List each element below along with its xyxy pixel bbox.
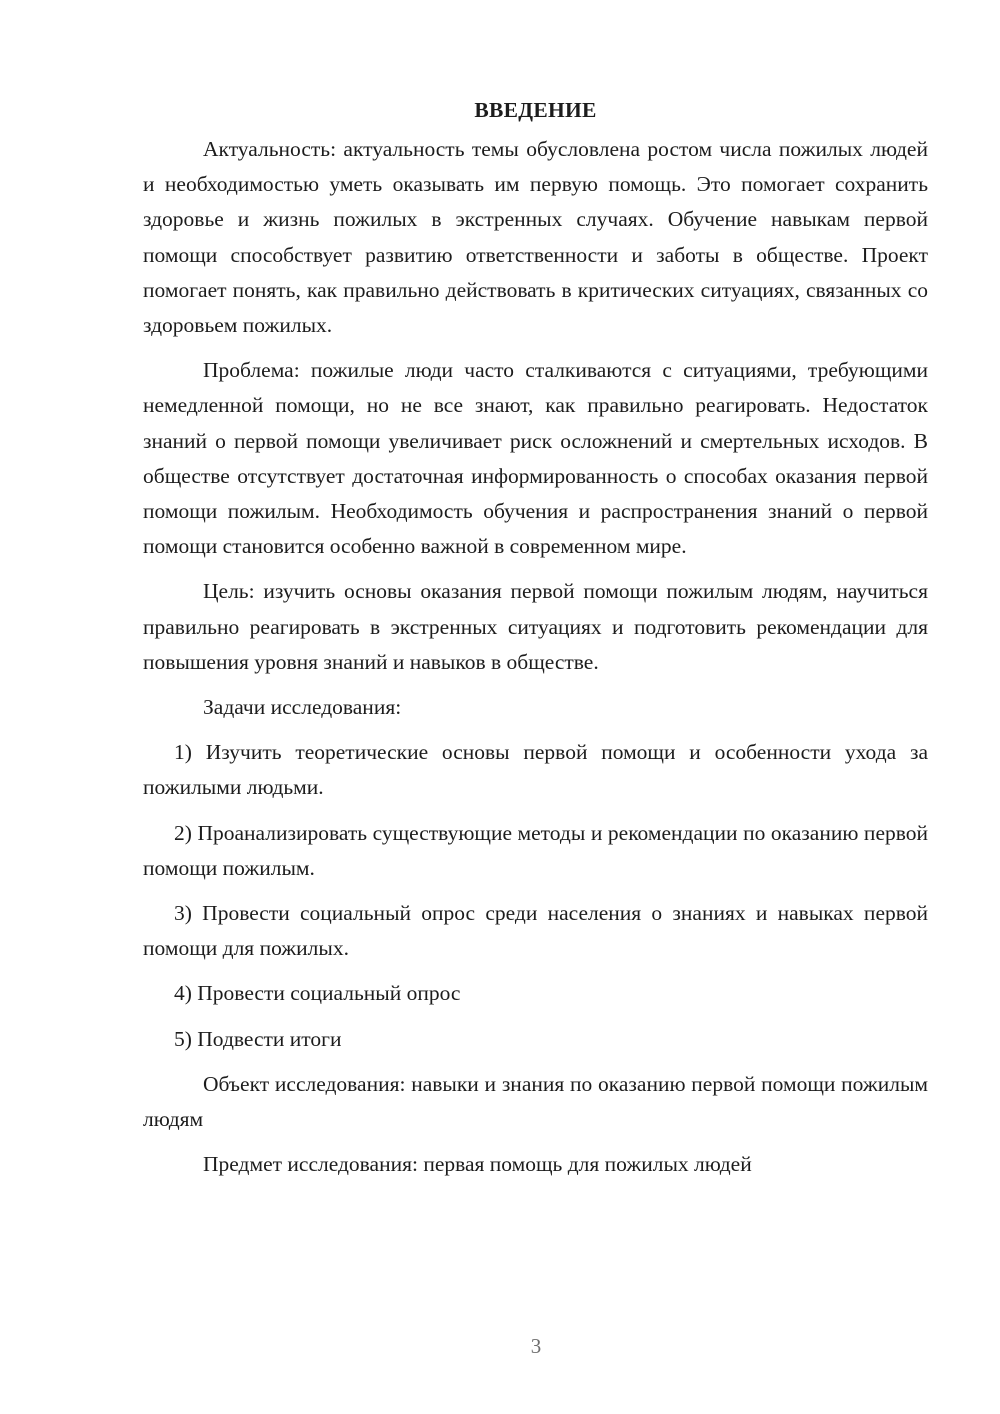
task-item: 4) Провести социальный опрос (174, 981, 461, 1006)
page-body (143, 95, 928, 1182)
task-item: 3) Провести социальный опрос среди населения о знаниях и навыках первой помощи для пожилых. (143, 901, 928, 961)
problem-paragraph: Проблема: пожилые люди часто сталкиваются с ситуациями, требующими немедленной помощи, но не все знают, как правильно реагировать. Недостаток знаний о первой помощи увеличивает риск осложнений и смертельных исходов. В обществе отсутствует достаточная информированность о способах оказания первой помощи пожилым. Необходимость обучения и распространения знаний о первой помощи становится особенно важной в современном мире. (143, 358, 928, 559)
task-item: 2) Проанализировать существующие методы и рекомендации по оказанию первой помощи пожилым. (143, 820, 928, 880)
section-heading: ВВЕДЕНИЕ (474, 98, 597, 122)
relevance-paragraph: Актуальность: актуальность темы обусловлена ростом числа пожилых людей и необходимостью уметь оказывать им первую помощь. Это помогает сохранить здоровье и жизнь пожилых в экстренных случаях. Обучение навыкам первой помощи способствует развитию ответственности и заботы в обществе. Проект помогает понять, как правильно действовать в критических ситуациях, связанных со здоровьем пожилых. (143, 137, 928, 338)
tasks-list (143, 735, 928, 1057)
page-number: 3 (530, 1334, 542, 1358)
tasks-title: Задачи исследования: (203, 695, 402, 720)
goal-paragraph: Цель: изучить основы оказания первой помощи пожилым людям, научиться правильно реагировать в экстренных ситуациях и подготовить рекомендации для повышения уровня знаний и навыков в обществе. (143, 579, 928, 674)
subject-paragraph: Предмет исследования: первая помощь для пожилых людей (203, 1152, 752, 1177)
task-item: 1) Изучить теоретические основы первой помощи и особенности ухода за пожилыми людьми. (143, 740, 928, 800)
object-paragraph: Объект исследования: навыки и знания по оказанию первой помощи пожилым людям (143, 1071, 928, 1132)
task-item: 5) Подвести итоги (174, 1026, 342, 1051)
